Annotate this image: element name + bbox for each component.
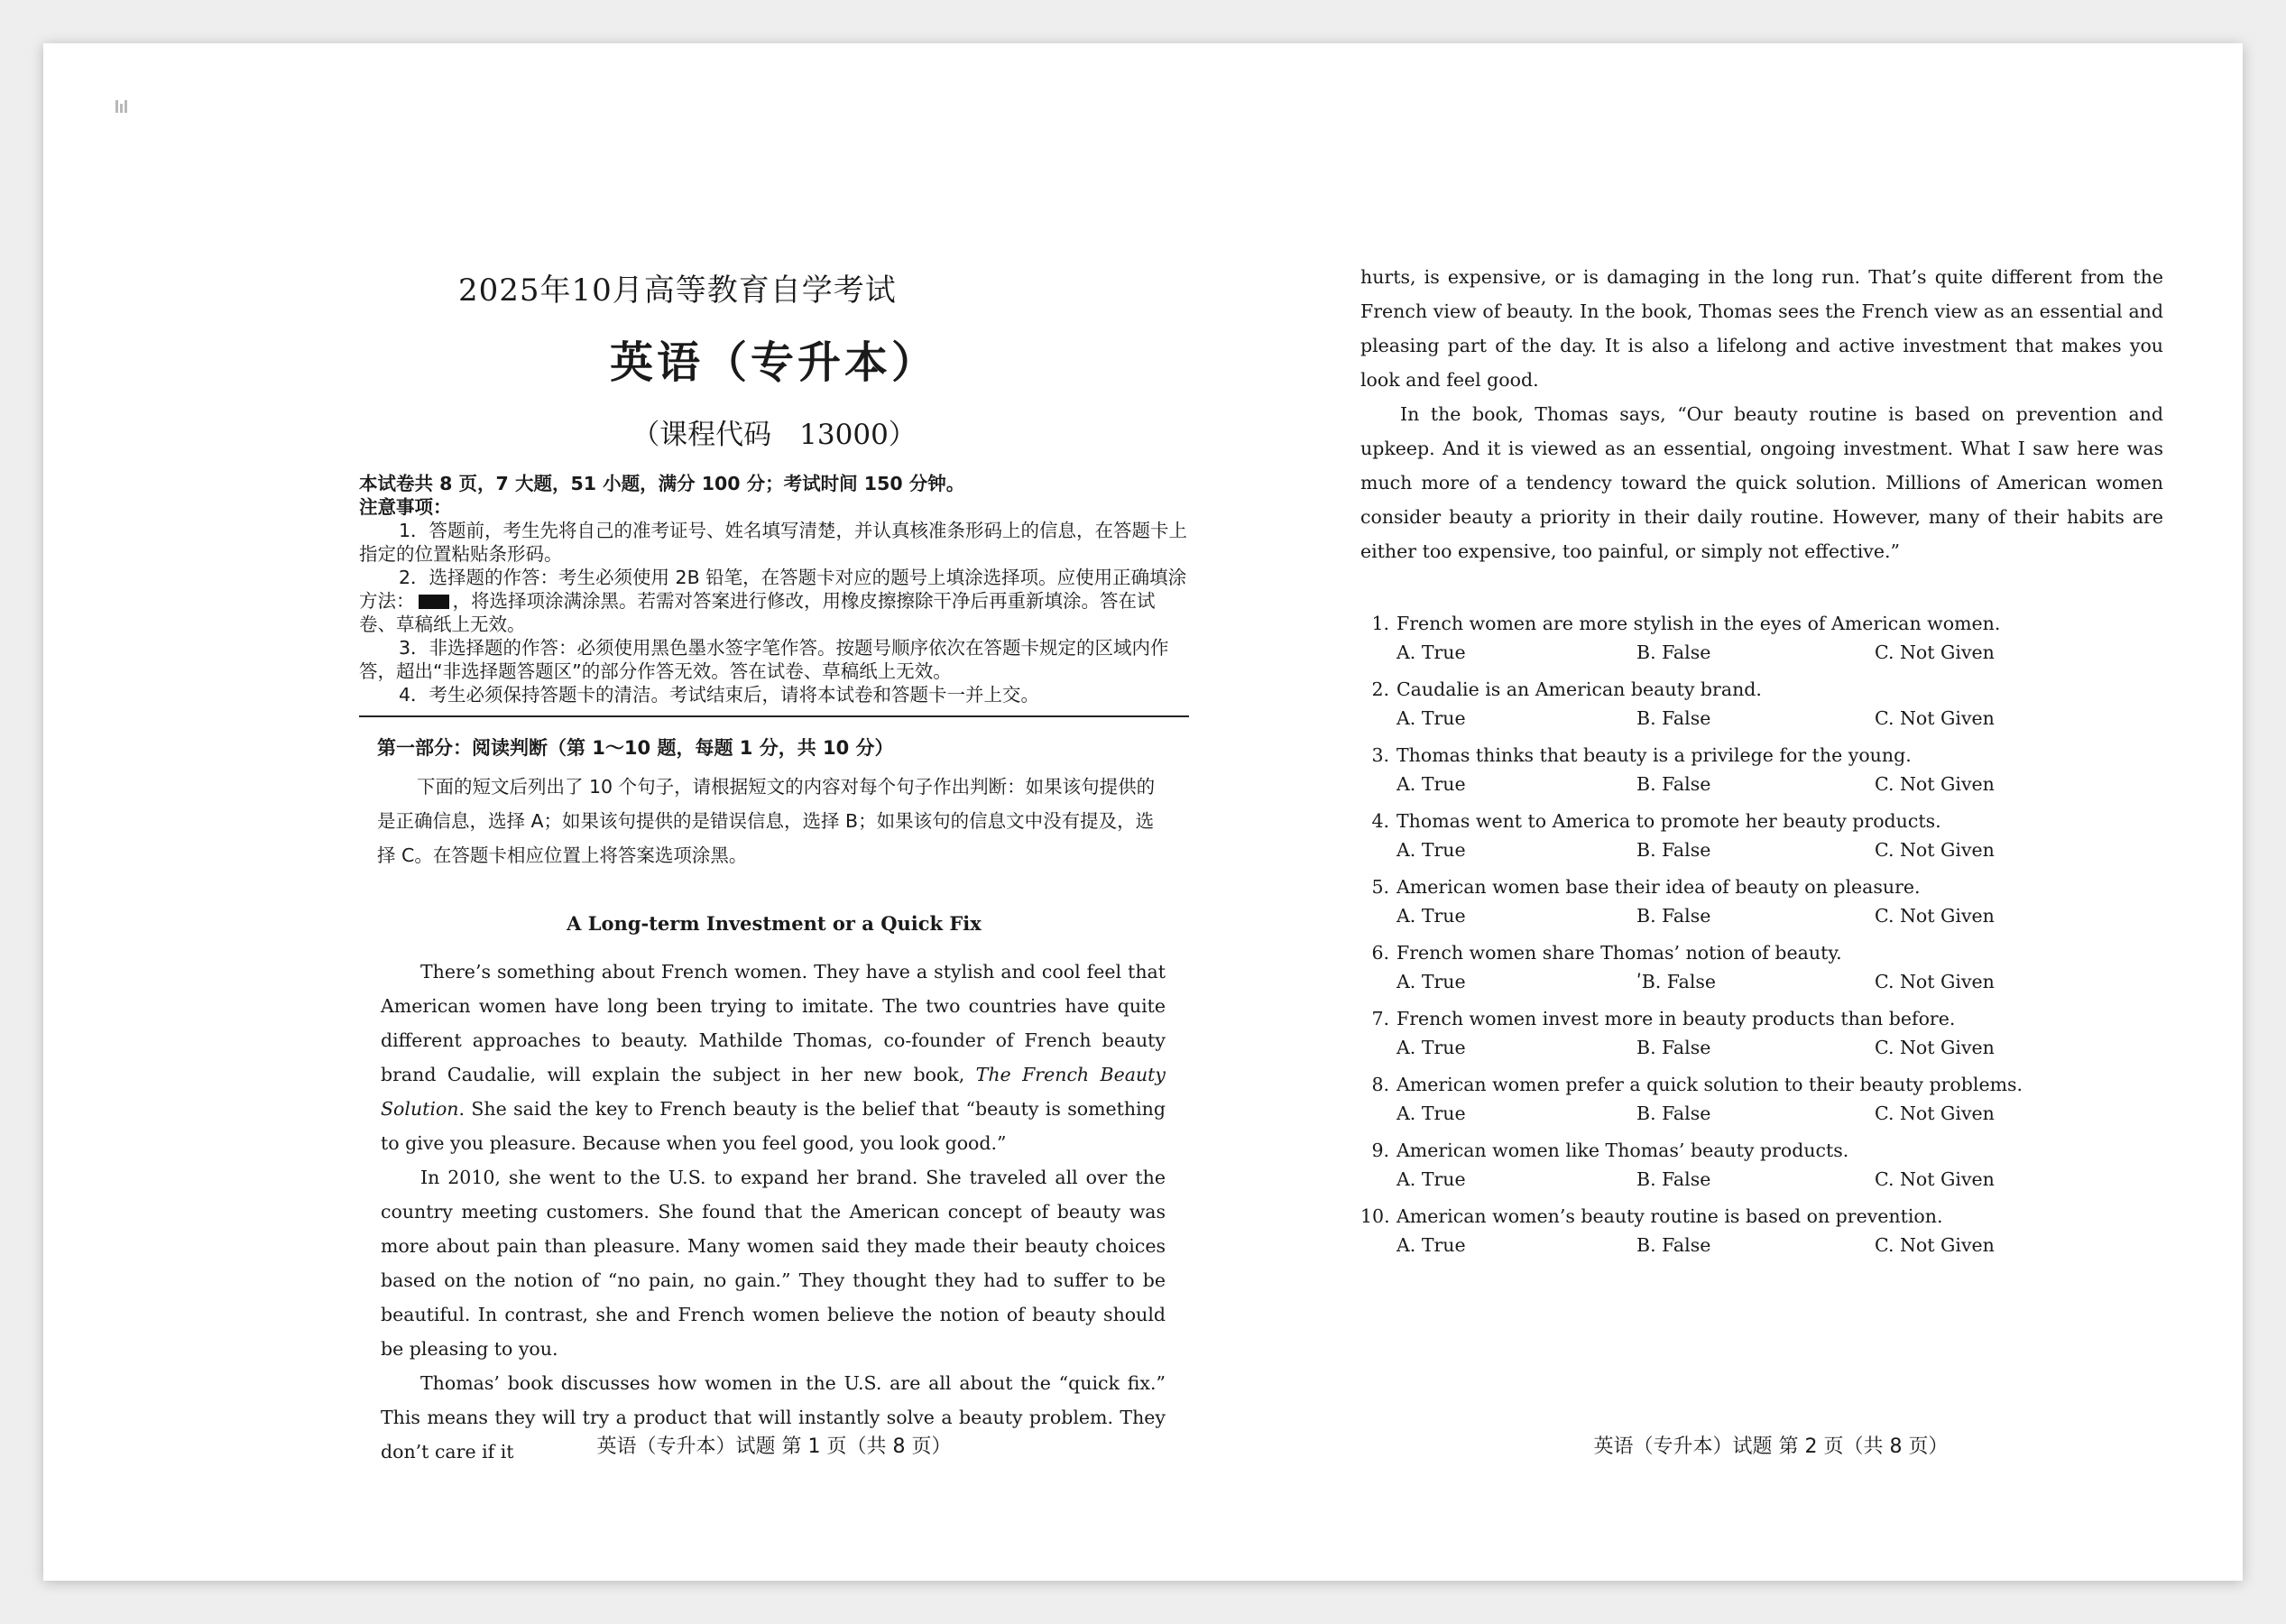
exam-page-2 bbox=[1360, 43, 2163, 1458]
option-c: C. Not Given bbox=[1875, 905, 1995, 927]
exam-page-1 bbox=[359, 43, 1189, 1469]
option-b: B. False bbox=[1636, 773, 1711, 795]
question-stem bbox=[1360, 807, 2163, 835]
question-options bbox=[1360, 900, 2163, 931]
question-number: 5. bbox=[1371, 876, 1389, 898]
notice-item-3: 3．非选择题的作答：必须使用黑色墨水签字笔作答。按题号顺序依次在答题卡规定的区域内作答，超出“非选择题答题区”的部分作答无效。答在试卷、草稿纸上无效。 bbox=[359, 637, 1169, 682]
option-a: A. True bbox=[1396, 839, 1466, 861]
question-number: 4. bbox=[1371, 810, 1389, 832]
part-one-instructions: 下面的短文后列出了 10 个句子，请根据短文的内容对每个句子作出判断：如果该句提供的是正确信息，选择 A；如果该句提供的是错误信息，选择 B；如果该句的信息文中没有提及，选择 C。在答题卡相应位置上将答案选项涂黑。 bbox=[377, 776, 1156, 866]
question-item bbox=[1360, 1137, 2163, 1195]
question-stem bbox=[1360, 1071, 2163, 1098]
question-text: French women share Thomas’ notion of beauty. bbox=[1396, 942, 1842, 964]
option-c: C. Not Given bbox=[1875, 839, 1995, 861]
question-number: 7. bbox=[1371, 1008, 1389, 1029]
divider bbox=[359, 715, 1189, 717]
question-item bbox=[1360, 1203, 2163, 1260]
filled-answer-box-icon bbox=[419, 595, 449, 609]
question-item bbox=[1360, 1005, 2163, 1063]
question-text: American women’s beauty routine is based on prevention. bbox=[1396, 1205, 1943, 1227]
question-item bbox=[1360, 1071, 2163, 1129]
question-options bbox=[1360, 769, 2163, 799]
question-stem bbox=[1360, 1203, 2163, 1230]
question-text: American women prefer a quick solution to their beauty problems. bbox=[1396, 1074, 2023, 1095]
question-number: 10. bbox=[1360, 1205, 1390, 1227]
part-one-title: 第一部分：阅读判断（第 1～10 题，每题 1 分，共 10 分） bbox=[377, 737, 894, 759]
question-options bbox=[1360, 835, 2163, 865]
scanned-exam-sheet bbox=[43, 43, 2243, 1581]
option-a: A. True bbox=[1396, 1037, 1466, 1058]
option-b: B. False bbox=[1636, 1234, 1711, 1256]
option-c: C. Not Given bbox=[1875, 1234, 1995, 1256]
option-a: A. True bbox=[1396, 707, 1466, 729]
question-stem bbox=[1360, 676, 2163, 703]
question-options bbox=[1360, 637, 2163, 668]
question-options bbox=[1360, 703, 2163, 734]
option-a: A. True bbox=[1396, 641, 1466, 663]
option-c: C. Not Given bbox=[1875, 971, 1995, 992]
option-b: B. False bbox=[1636, 839, 1711, 861]
question-stem bbox=[1360, 873, 2163, 900]
question-number: 3. bbox=[1371, 744, 1389, 766]
question-options bbox=[1360, 966, 2163, 997]
passage-paragraph-3-continued: hurts, is expensive, or is damaging in the long run. That’s quite different from the French view of beauty. In the book, Thomas sees the French view as an essential and pleasing part of the day. It is also a lifelong and active investment that makes you look and feel good. bbox=[1360, 266, 2163, 391]
exam-summary: 本试卷共 8 页，7 大题，51 小题，满分 100 分；考试时间 150 分钟。 bbox=[359, 473, 965, 494]
option-b: B. False bbox=[1636, 641, 1711, 663]
option-b: ʹB. False bbox=[1636, 971, 1717, 992]
question-options bbox=[1360, 1032, 2163, 1063]
question-text: French women invest more in beauty products than before. bbox=[1396, 1008, 1956, 1029]
passage-paragraph-3: Thomas’ book discusses how women in the U.S. are all about the “quick fix.” This means they will try a product that will instantly solve a beauty problem. They don’t care if it bbox=[381, 1372, 1166, 1463]
passage-title: A Long-term Investment or a Quick Fix bbox=[567, 912, 982, 935]
question-item bbox=[1360, 873, 2163, 931]
exam-header bbox=[359, 265, 1189, 452]
option-c: C. Not Given bbox=[1875, 707, 1995, 729]
question-text: Caudalie is an American beauty brand. bbox=[1396, 678, 1762, 700]
question-options bbox=[1360, 1098, 2163, 1129]
notice-item-2-text-b: ，将选择项涂满涂黑。若需对答案进行修改，用橡皮擦擦除干净后再重新填涂。答在试卷、草稿纸上无效。 bbox=[359, 590, 1156, 635]
question-item bbox=[1360, 676, 2163, 734]
question-text: American women like Thomas’ beauty products. bbox=[1396, 1140, 1849, 1161]
question-number: 8. bbox=[1371, 1074, 1389, 1095]
passage-paragraph-1 bbox=[381, 955, 1166, 1160]
question-options bbox=[1360, 1164, 2163, 1195]
question-item bbox=[1360, 742, 2163, 799]
question-stem bbox=[1360, 1137, 2163, 1164]
question-number: 2. bbox=[1371, 678, 1389, 700]
exam-subject-title: 英语（专升本） bbox=[609, 337, 938, 388]
option-b: B. False bbox=[1636, 1103, 1711, 1124]
option-c: C. Not Given bbox=[1875, 773, 1995, 795]
option-a: A. True bbox=[1396, 971, 1466, 992]
option-c: C. Not Given bbox=[1875, 1168, 1995, 1190]
option-a: A. True bbox=[1396, 1103, 1466, 1124]
question-list bbox=[1360, 610, 2163, 1260]
question-item bbox=[1360, 610, 2163, 668]
passage bbox=[381, 955, 1166, 1469]
notice-title: 注意事项： bbox=[359, 496, 452, 518]
option-b: B. False bbox=[1636, 905, 1711, 927]
question-number: 1. bbox=[1371, 613, 1389, 634]
passage-paragraph-2: In 2010, she went to the U.S. to expand her brand. She traveled all over the country meeting customers. She found that the American concept of beauty was more about pain than pleasure. Many women said they made their beauty choices based on the notion of “no pain, no gain.” They thought they had to suffer to be beautiful. In contrast, she and French women believe the notion of beauty should be pleasing to you. bbox=[381, 1167, 1166, 1360]
page-footer-1: 英语（专升本）试题 第 1 页（共 8 页） bbox=[596, 1435, 952, 1458]
option-c: C. Not Given bbox=[1875, 1103, 1995, 1124]
passage-continued bbox=[1360, 260, 2163, 568]
option-a: A. True bbox=[1396, 1168, 1466, 1190]
option-a: A. True bbox=[1396, 905, 1466, 927]
course-code: （课程代码 13000） bbox=[631, 419, 917, 451]
question-number: 9. bbox=[1371, 1140, 1389, 1161]
passage-paragraph-4: In the book, Thomas says, “Our beauty routine is based on prevention and upkeep. And it is viewed as an essential, ongoing investment. What I saw here was much more of a tendency toward the quick solution. Millions of American women consider beauty a priority in their daily routine. However, many of their habits are either too expensive, too painful, or simply not effective.” bbox=[1360, 403, 2163, 562]
notice-item-1: 1．答题前，考生先将自己的准考证号、姓名填写清楚，并认真核准条形码上的信息，在答题卡上指定的位置粘贴条形码。 bbox=[359, 520, 1188, 565]
question-text: Thomas thinks that beauty is a privilege for the young. bbox=[1396, 744, 1912, 766]
paragraph-1-text-b: . She said the key to French beauty is the belief that “beauty is something to give you pleasure. Because when you feel good, you look good.” bbox=[381, 1098, 1166, 1154]
question-text: Thomas went to America to promote her beauty products. bbox=[1396, 810, 1941, 832]
notice-item-2-text-a: 2．选择题的作答：考生必须使用 2B 铅笔，在答题卡对应的题号上填涂选择项。应使用正确填涂方法： bbox=[359, 567, 1187, 612]
option-a: A. True bbox=[1396, 773, 1466, 795]
page-footer-2: 英语（专升本）试题 第 2 页（共 8 页） bbox=[1593, 1435, 1949, 1458]
question-stem bbox=[1360, 939, 2163, 966]
question-item bbox=[1360, 807, 2163, 865]
question-item bbox=[1360, 939, 2163, 997]
option-b: B. False bbox=[1636, 707, 1711, 729]
option-b: B. False bbox=[1636, 1168, 1711, 1190]
option-c: C. Not Given bbox=[1875, 641, 1995, 663]
question-stem bbox=[1360, 610, 2163, 637]
exam-notes bbox=[359, 472, 1189, 706]
scan-mark bbox=[115, 99, 148, 112]
book-title: The French Beauty Solution bbox=[381, 1064, 1166, 1120]
notice-item-2 bbox=[359, 566, 1189, 636]
question-options bbox=[1360, 1230, 2163, 1260]
paragraph-1-text-a: There’s something about French women. They have a stylish and cool feel that American women have long been trying to imitate. The two countries have quite different approaches to beauty. Mathilde Thomas, co-founder of French beauty brand Caudalie, will explain the subject in her new book, bbox=[381, 961, 1166, 1085]
option-c: C. Not Given bbox=[1875, 1037, 1995, 1058]
question-text: American women base their idea of beauty on pleasure. bbox=[1396, 876, 1921, 898]
exam-session-title: 2025年10月高等教育自学考试 bbox=[458, 272, 897, 309]
notice-item-4: 4．考生必须保持答题卡的清洁。考试结束后，请将本试卷和答题卡一并上交。 bbox=[399, 684, 1040, 706]
question-number: 6. bbox=[1371, 942, 1389, 964]
question-stem bbox=[1360, 1005, 2163, 1032]
option-b: B. False bbox=[1636, 1037, 1711, 1058]
question-stem bbox=[1360, 742, 2163, 769]
option-a: A. True bbox=[1396, 1234, 1466, 1256]
question-text: French women are more stylish in the eyes of American women. bbox=[1396, 613, 2001, 634]
